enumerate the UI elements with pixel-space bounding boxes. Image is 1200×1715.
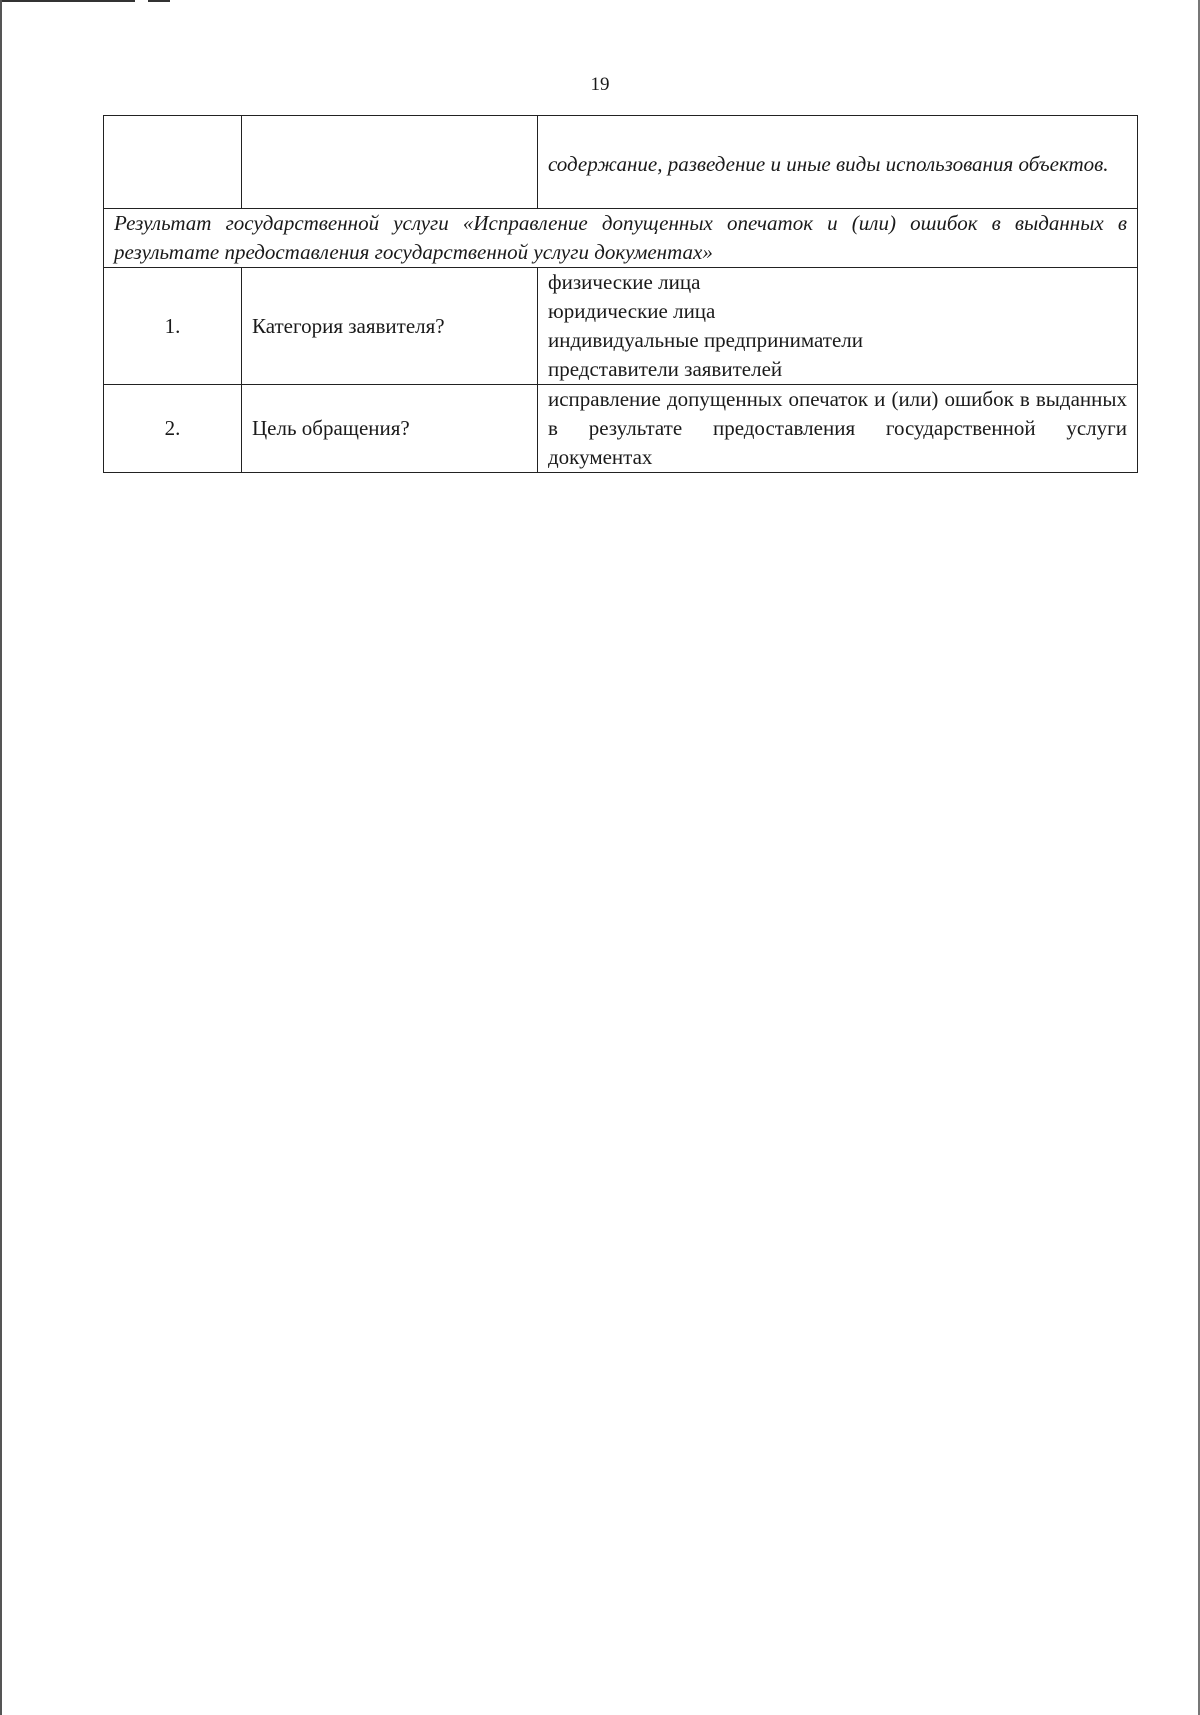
question-text: Категория заявителя?	[242, 268, 538, 385]
row-number: 1.	[104, 268, 242, 385]
table-row	[104, 385, 1138, 473]
scan-edge-mark	[0, 0, 135, 2]
questionnaire-table	[103, 115, 1138, 473]
continuation-text: содержание, разведение и иные виды использования объектов.	[538, 116, 1138, 209]
scan-left-edge	[0, 0, 2, 1715]
row-number: 2.	[104, 385, 242, 473]
page-number: 19	[590, 74, 610, 95]
answer-item: представители заявителей	[548, 357, 783, 381]
answer-list	[538, 268, 1138, 385]
empty-cell	[242, 116, 538, 209]
section-header-row	[104, 209, 1138, 268]
answer-item: физические лица	[548, 270, 701, 294]
scan-edge-mark	[148, 0, 170, 2]
answer-item: исправление допущенных опечаток и (или) ошибок в выданных в результате предоставления государственной услуги документах	[538, 385, 1138, 473]
section-title: Результат государственной услуги «Исправление допущенных опечаток и (или) ошибок в выданных в результате предоставления государственной услуги документах»	[104, 209, 1138, 268]
question-text: Цель обращения?	[242, 385, 538, 473]
answer-item: индивидуальные предприниматели	[548, 328, 863, 352]
table-row	[104, 268, 1138, 385]
answer-item: юридические лица	[548, 299, 716, 323]
table-row	[104, 116, 1138, 209]
empty-cell	[104, 116, 242, 209]
